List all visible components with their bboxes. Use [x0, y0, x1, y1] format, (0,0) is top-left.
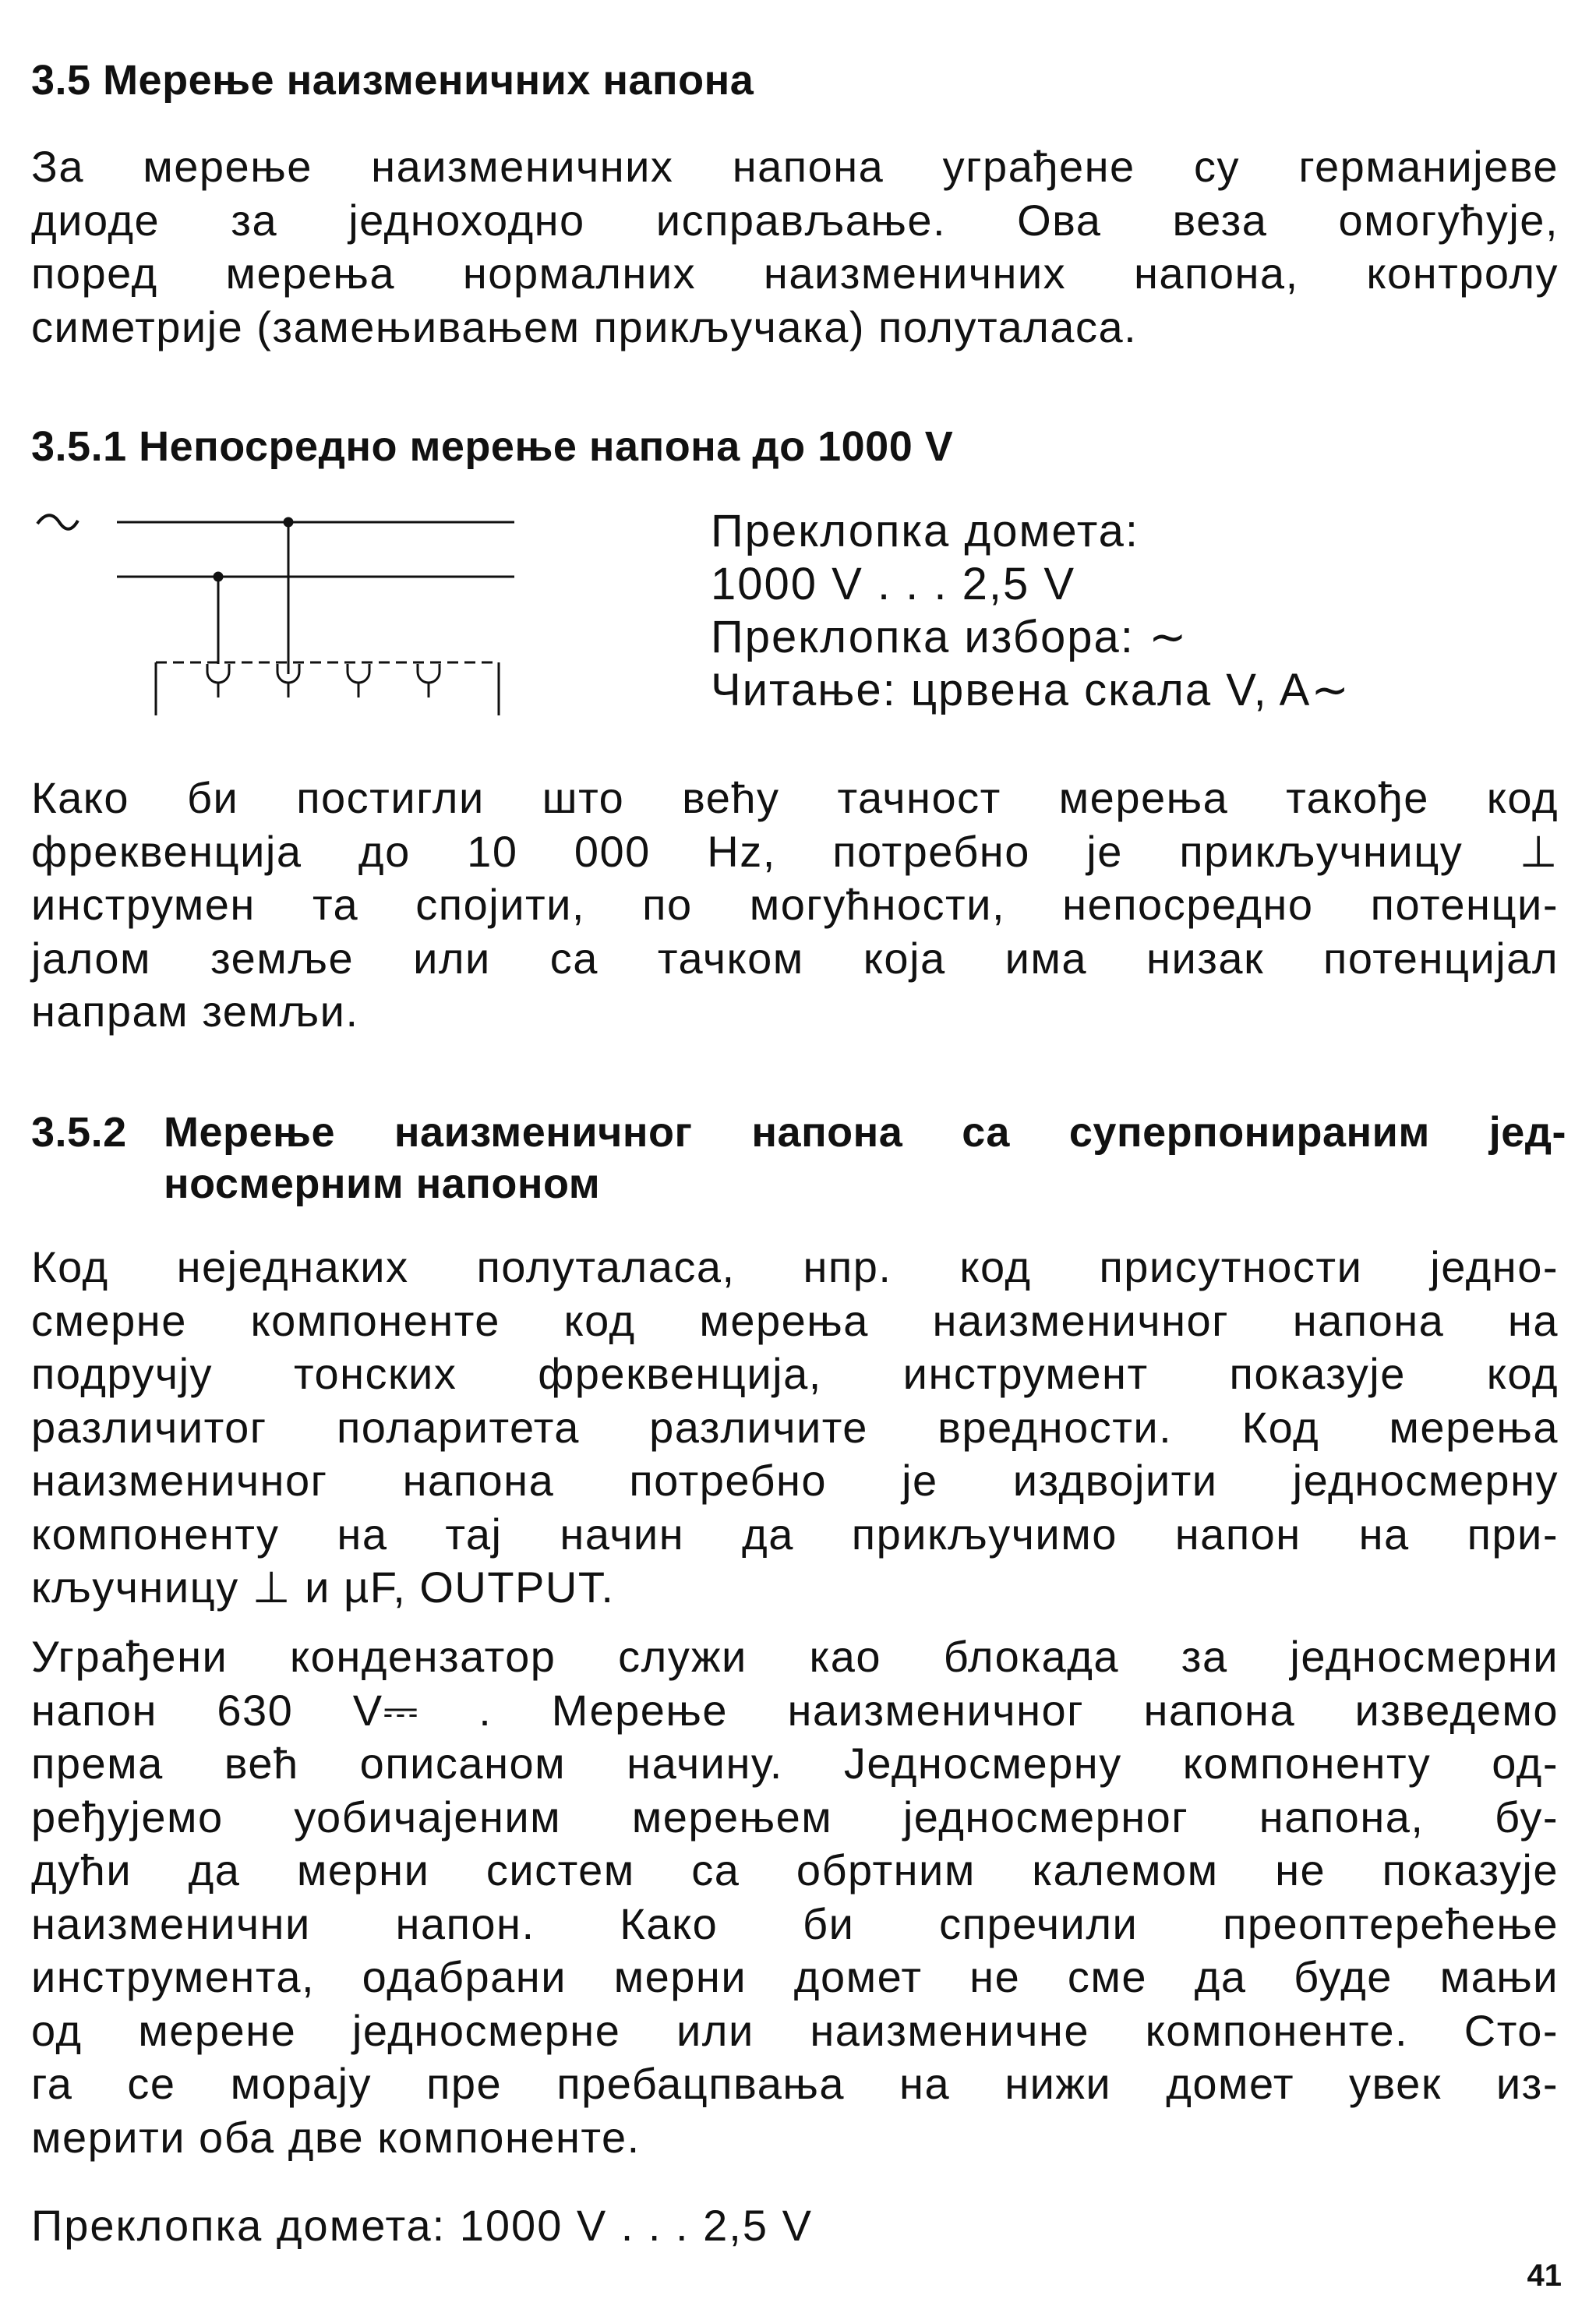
reading-label: Читање: црвена скала V, A∼: [711, 665, 1351, 715]
section-3-5-1-heading: 3.5.1 Непосредно мерење напона до 1000 V: [31, 423, 954, 470]
range-spec-block: [711, 505, 1351, 717]
text-line: наизменични напон. Како би спречили преоптерећење: [31, 1898, 1559, 1948]
text-line: Код неједнаких полуталаса, нпр. код присутности једно-: [31, 1242, 1559, 1291]
range-value: 1000 V . . . 2,5 V: [711, 559, 1076, 609]
section-3-5-2-paragraph-1: [31, 1241, 1559, 1615]
text-line: га се морају пре пребацпвања на нижи домет увек из-: [31, 2059, 1559, 2108]
text-line: наизменичног напона потребно је издвојити једносмерну: [31, 1456, 1559, 1505]
selector-label: Преклопка избора: ∼: [711, 612, 1188, 662]
range-switch-line: Преклопка домета: 1000 V . . . 2,5 V: [31, 2201, 813, 2250]
text-line: инструмента, одабрани мерни домет не сме да буде мањи: [31, 1952, 1559, 2001]
heading-line: Мерење наизменичног напона са суперпонираним јед-: [164, 1109, 1566, 1156]
text-line: напон 630 V⎓ . Мерење наизменичног напона изведемо: [31, 1685, 1559, 1735]
text-line: подручју тонских фреквенција, инструмент показује код: [31, 1349, 1559, 1398]
text-line: компоненту на тај начин да прикључимо напон на при-: [31, 1509, 1559, 1559]
section-3-5-heading: 3.5 Мерење наизменичних напона: [31, 57, 754, 104]
text-line: напрам земљи.: [31, 987, 359, 1036]
text-line: инструмен та спојити, по могућности, непосредно потенци-: [31, 880, 1559, 929]
section-3-5-1-paragraph: [31, 772, 1559, 1039]
text-line: смерне компоненте код мерења наизменичног напона на: [31, 1295, 1559, 1345]
section-3-5-2-heading: [31, 1107, 1566, 1209]
text-line: За мерење наизменичних напона уграђене су германијеве: [31, 142, 1559, 191]
text-line: јалом земље или са тачком која има низак потенцијал: [31, 933, 1559, 983]
ac-measurement-circuit-diagram: [31, 499, 530, 733]
text-line: Уграђени кондензатор служи као блокада за једносмерни: [31, 1632, 1559, 1681]
text-line: од мерене једносмерне или наизменичне компоненте. Сто-: [31, 2005, 1559, 2055]
text-line: кључницу ⊥ и µF, OUTPUT.: [31, 1563, 615, 1612]
text-line: диоде за једноходно исправљање. Ова веза омогућује,: [31, 195, 1559, 245]
text-line: различитог поларитета различите вредности. Код мерења: [31, 1402, 1559, 1452]
text-line: симетрије (замењивањем прикључака) полуталаса.: [31, 302, 1138, 351]
heading-number: 3.5.2: [31, 1109, 127, 1156]
text-line: мерити оба две компоненте.: [31, 2112, 641, 2162]
page-number: 41: [1527, 2258, 1562, 2293]
section-3-5-2-paragraph-2: [31, 1630, 1559, 2164]
text-line: дући да мерни систем са обртним калемом не показује: [31, 1845, 1559, 1895]
section-3-5-paragraph: [31, 140, 1559, 354]
text-line: Како би постигли што већу тачност мерења такође код: [31, 773, 1559, 822]
text-line: фреквенција до 10 000 Hz, потребно је прикључницу ⊥: [31, 826, 1559, 876]
heading-line: носмерним напоном: [164, 1160, 601, 1207]
text-line: ређујемо уобичајеним мерењем једносмерног напона, бу-: [31, 1792, 1559, 1842]
text-line: поред мерења нормалних наизменичних напона, контролу: [31, 249, 1559, 298]
text-line: према већ описаном начину. Једносмерну компоненту од-: [31, 1739, 1559, 1788]
range-label: Преклопка домета:: [711, 506, 1139, 556]
